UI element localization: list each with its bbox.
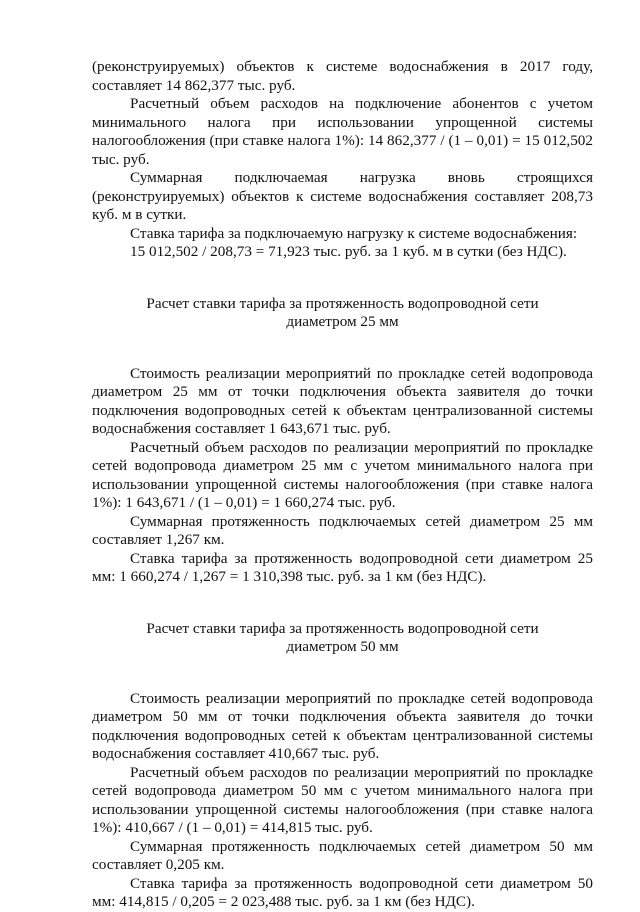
- paragraph-cost-25mm: Стоимость реализации мероприятий по прокладке сетей водопровода диаметром 25 мм от точки подключения объекта заявителя до точки подключения водопроводных сетей к объектам централизованной системы водоснабжения составляет 1 643,671 тыс. руб.: [92, 364, 593, 437]
- paragraph-cost-50mm: Стоимость реализации мероприятий по прокладке сетей водопровода диаметром 50 мм от точки подключения объекта заявителя до точки подключения водопроводных сетей к объектам централизованной системы водоснабжения составляет 410,667 тыс. руб.: [92, 689, 593, 762]
- section-heading-25mm: [92, 295, 593, 332]
- paragraph-length-50mm: Суммарная протяженность подключаемых сетей диаметром 50 мм составляет 0,205 км.: [92, 837, 593, 873]
- paragraph-total-load: Суммарная подключаемая нагрузка вновь строящихся (реконструируемых) объектов к системе водоснабжения составляет 208,73 куб. м в сутки.: [92, 169, 593, 223]
- paragraph-load-rate-label: Ставка тарифа за подключаемую нагрузку к системе водоснабжения:: [130, 224, 578, 242]
- paragraph-estimated-costs-50mm: Расчетный объем расходов по реализации мероприятий по прокладке сетей водопровода диаметром 50 мм с учетом минимального налога при использовании упрощенной системы налогообложения (при ставке налога 1%): 410,667 / (1 – 0,01) = 414,815 тыс. руб.: [92, 763, 593, 836]
- paragraph-load-rate-formula: 15 012,502 / 208,73 = 71,923 тыс. руб. за 1 куб. м в сутки (без НДС).: [130, 243, 567, 260]
- section-heading-50mm: [92, 620, 593, 657]
- paragraph-rate-25mm: Ставка тарифа за протяженность водопроводной сети диаметром 25 мм: 1 660,274 / 1,267 = 1 310,398 тыс. руб. за 1 км (без НДС).: [92, 549, 593, 585]
- heading-line-2: диаметром 25 мм: [286, 313, 399, 330]
- heading-line-1: Расчет ставки тарифа за протяженность водопроводной сети: [146, 619, 539, 637]
- heading-line-2: диаметром 50 мм: [286, 638, 399, 655]
- paragraph-length-25mm: Суммарная протяженность подключаемых сетей диаметром 25 мм составляет 1,267 км.: [92, 512, 593, 548]
- paragraph-estimated-costs-25mm: Расчетный объем расходов по реализации мероприятий по прокладке сетей водопровода диаметром 25 мм с учетом минимального налога при использовании упрощенной системы налогообложения (при ставке налога 1%): 1 643,671 / (1 – 0,01) = 1 660,274 тыс. руб.: [92, 438, 593, 511]
- section-pipe-50mm: [92, 620, 593, 912]
- section-pipe-25mm: [92, 295, 593, 587]
- paragraph-rate-50mm: Ставка тарифа за протяженность водопроводной сети диаметром 50 мм: 414,815 / 0,205 = 2 023,488 тыс. руб. за 1 км (без НДС).: [92, 874, 593, 910]
- paragraph-estimated-costs: Расчетный объем расходов на подключение абонентов с учетом минимального налога при использовании упрощенной системы налогообложения (при ставке налога 1%): 14 862,377 / (1 – 0,01) = 15 012,502 тыс. руб.: [92, 95, 593, 168]
- heading-line-1: Расчет ставки тарифа за протяженность водопроводной сети: [146, 294, 539, 312]
- section-connection-load: [92, 58, 593, 262]
- paragraph-continuation: (реконструируемых) объектов к системе водоснабжения в 2017 году, составляет 14 862,377 тыс. руб.: [92, 58, 593, 94]
- document-page: [92, 58, 593, 912]
